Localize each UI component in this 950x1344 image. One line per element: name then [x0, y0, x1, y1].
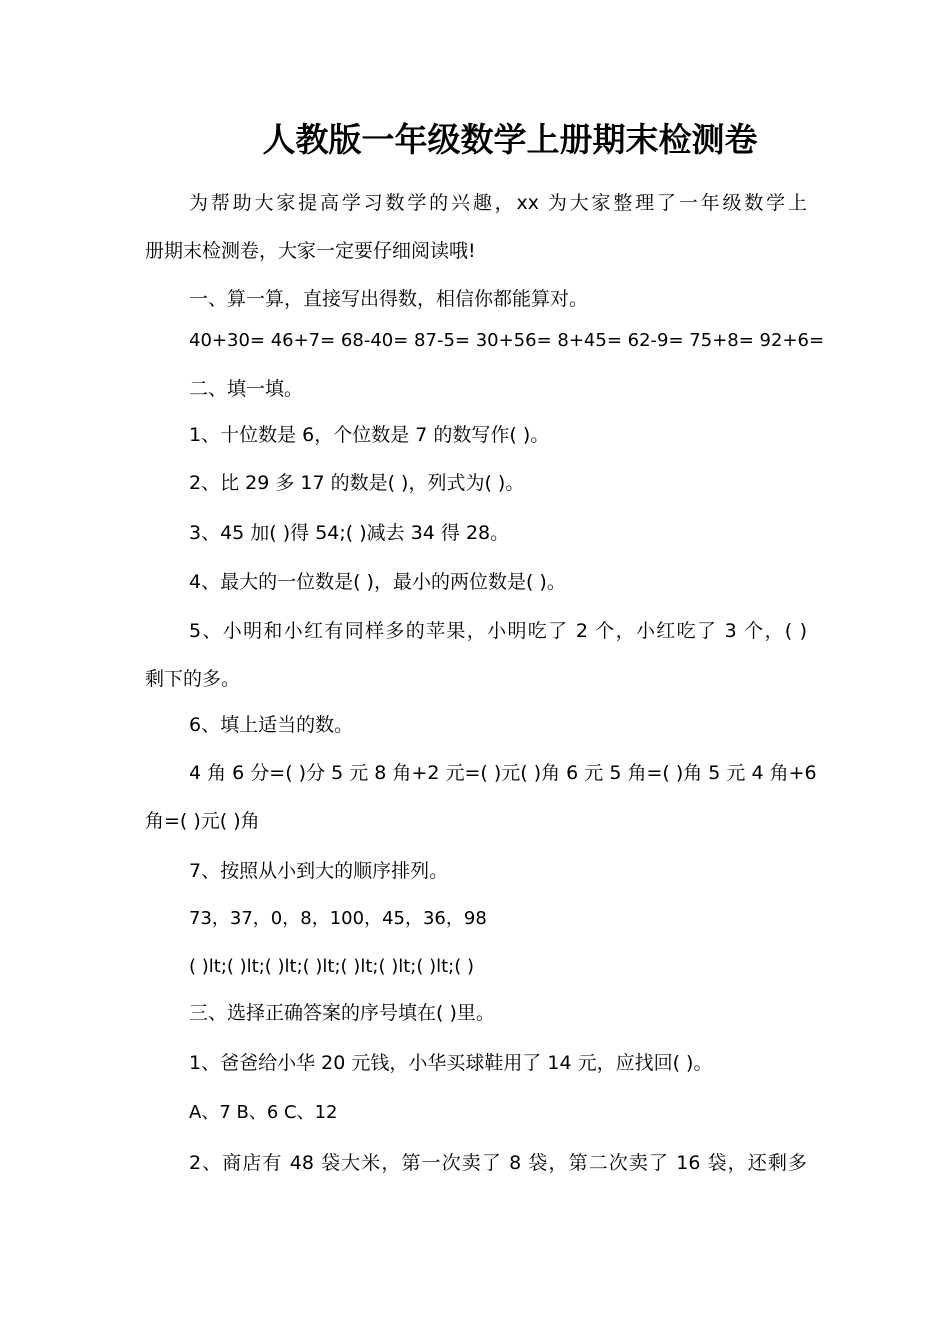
section-2-question-2: 2、比 29 多 17 的数是( )，列式为( )。: [189, 472, 525, 494]
section-2-question-5-line-2: 剩下的多。: [145, 668, 241, 690]
section-3-question-1: 1、爸爸给小华 20 元钱，小华买球鞋用了 14 元，应找回( )。: [189, 1052, 713, 1074]
section-1-problems: 40+30= 46+7= 68-40= 87-5= 30+56= 8+45= 62-9= 75+8= 92+6=: [189, 330, 825, 351]
section-2-question-3: 3、45 加( )得 54;( )减去 34 得 28。: [189, 522, 510, 544]
intro-line-2: 册期末检测卷，大家一定要仔细阅读哦!: [145, 240, 476, 262]
section-1-heading: 一、算一算，直接写出得数，相信你都能算对。: [189, 288, 589, 310]
section-2-question-1: 1、十位数是 6，个位数是 7 的数写作( )。: [189, 424, 550, 446]
section-3-heading: 三、选择正确答案的序号填在( )里。: [189, 1002, 495, 1024]
document-title: 人教版一年级数学上册期末检测卷: [262, 120, 758, 159]
section-3-question-1-options: A、7 B、6 C、12: [189, 1102, 338, 1123]
section-2-question-4: 4、最大的一位数是( )，最小的两位数是( )。: [189, 571, 566, 593]
section-2-question-7: 7、按照从小到大的顺序排列。: [189, 860, 449, 882]
section-2-question-6-line-1: 4 角 6 分=( )分 5 元 8 角+2 元=( )元( )角 6 元 5 角=( )角 5 元 4 角+6: [189, 762, 817, 784]
section-2-question-7-blanks: ( )lt;( )lt;( )lt;( )lt;( )lt;( )lt;( )lt;( ): [189, 956, 474, 977]
section-2-heading: 二、填一填。: [189, 378, 304, 400]
section-3-question-2-line-1: 2、商店有 48 袋大米，第一次卖了 8 袋，第二次卖了 16 袋，还剩多: [189, 1152, 807, 1174]
section-2-question-6-line-2: 角=( )元( )角: [145, 810, 260, 832]
section-2-question-5-line-1: 5、小明和小红有同样多的苹果，小明吃了 2 个，小红吃了 3 个，( ): [189, 620, 807, 642]
intro-line-1: 为帮助大家提高学习数学的兴趣，xx 为大家整理了一年级数学上: [189, 192, 807, 214]
section-2-question-7-numbers: 73，37，0，8，100，45，36，98: [189, 908, 487, 929]
section-2-question-6: 6、填上适当的数。: [189, 714, 354, 736]
